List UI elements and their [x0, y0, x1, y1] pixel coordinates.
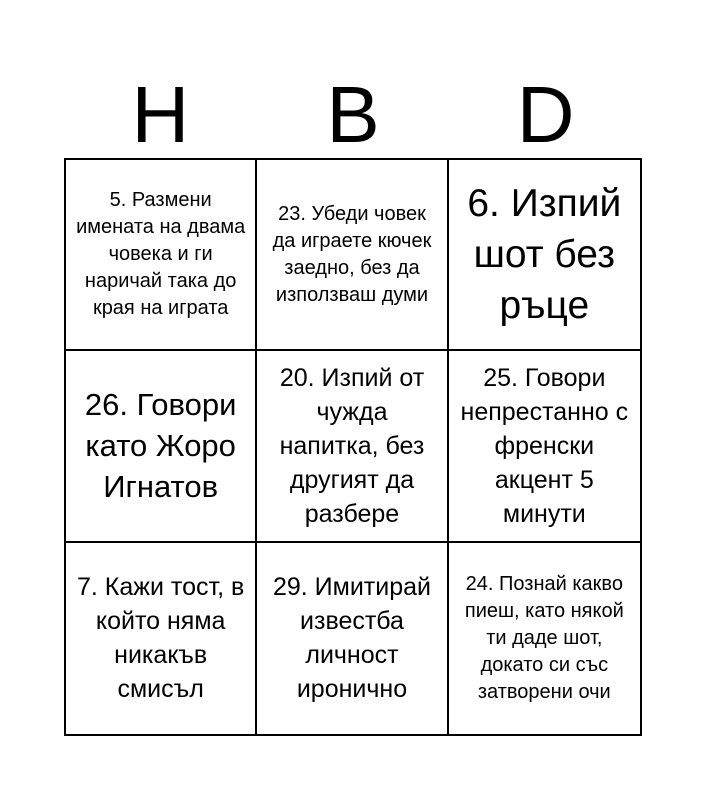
bingo-cell-r2c1[interactable]	[66, 351, 257, 542]
bingo-header	[64, 70, 642, 160]
cell-text: 7. Кажи тост, в който няма никакъв смисъл	[77, 573, 245, 704]
cell-text: 29. Имитирай известба личност иронично	[272, 573, 431, 704]
bingo-cell-r3c1[interactable]	[66, 543, 257, 734]
cell-text: 25. Говори непрестанно с френски акцент 5 минути	[460, 363, 629, 528]
cell-text: 26. Говори като Жоро Игнатов	[84, 387, 237, 505]
cell-text: 6. Изпий шот без ръце	[467, 182, 622, 328]
header-letter-b: B	[326, 70, 380, 159]
cell-text: 23. Убеди човек да играете кючек заедно, без да използваш думи	[272, 202, 432, 306]
bingo-cell-r2c3[interactable]	[449, 351, 640, 542]
cell-text: 20. Изпий от чужда напитка, без другият да разбере	[279, 363, 425, 528]
cell-text: 5. Размени имената на двама човека и ги наричай така до края на играта	[76, 189, 246, 320]
bingo-board	[64, 158, 642, 736]
header-letter-d: D	[516, 70, 575, 159]
bingo-cell-r3c2[interactable]	[257, 543, 448, 734]
bingo-cell-r1c1[interactable]	[66, 160, 257, 351]
header-letter-h: H	[131, 70, 190, 159]
bingo-cell-r1c3[interactable]	[449, 160, 640, 351]
bingo-cell-r2c2[interactable]	[257, 351, 448, 542]
cell-text: 24. Познай какво пиеш, като някой ти даде шот, докато си със затворени очи	[464, 572, 624, 703]
bingo-cell-r1c2[interactable]	[257, 160, 448, 351]
bingo-cell-r3c3[interactable]	[449, 543, 640, 734]
